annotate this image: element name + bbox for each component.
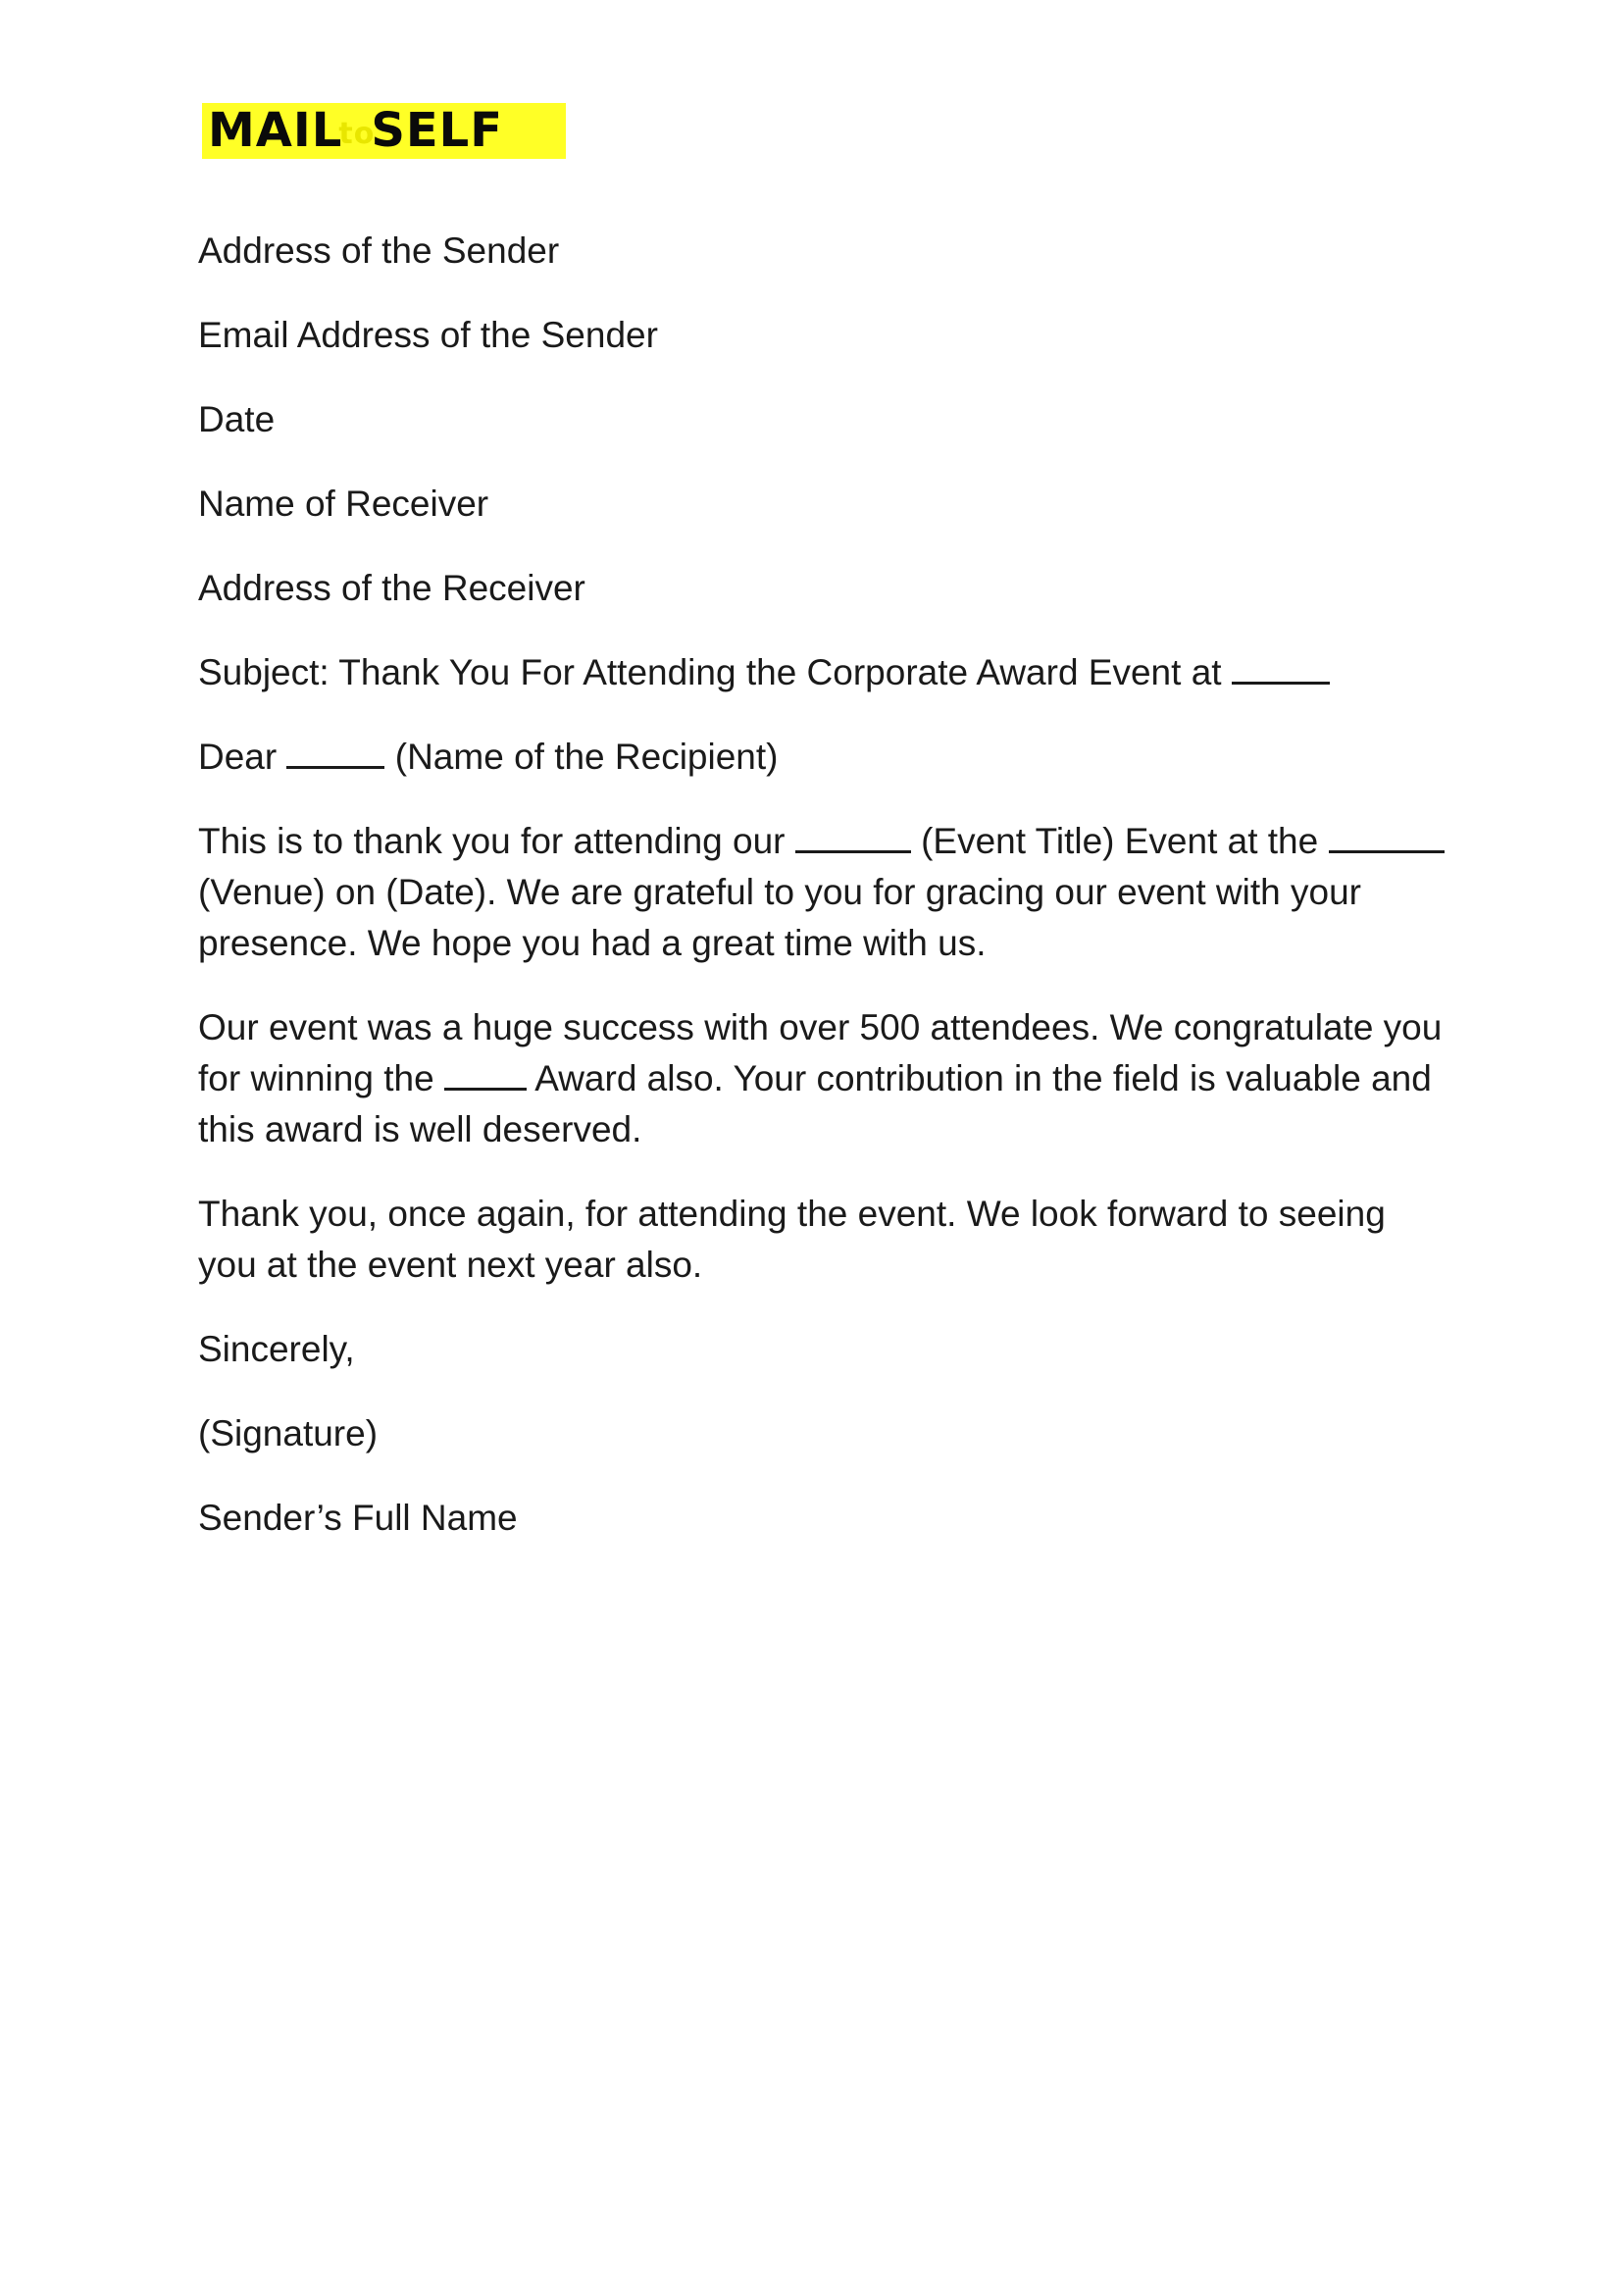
paragraph-thanks <box>198 816 1453 969</box>
mailtoself-logo <box>202 103 566 159</box>
sender-email: Email Address of the Sender <box>198 315 658 355</box>
signature: (Signature) <box>198 1413 379 1453</box>
closing: Sincerely, <box>198 1329 355 1369</box>
para1-part-b: (Event Title) Event at the <box>921 821 1319 861</box>
salutation-prefix: Dear <box>198 737 278 777</box>
subject-line <box>198 647 1453 698</box>
subject-blank <box>1232 651 1330 685</box>
logo-text-to: to <box>338 116 376 151</box>
salutation-suffix: (Name of the Recipient) <box>394 737 779 777</box>
sender-full-name: Sender’s Full Name <box>198 1498 518 1538</box>
salutation <box>198 732 1453 783</box>
salutation-blank <box>286 736 384 769</box>
logo-text-mail: MAIL <box>208 103 343 158</box>
para1-part-c: (Venue) on (Date). We are grateful to you for gracing our event with your presence. We hope you had a great time with us. <box>198 872 1361 963</box>
para2-part-a: Our event was a huge success with over 500 attendees. We congratulate you for winning the <box>198 1007 1443 1098</box>
para2-part-b: Award also. Your contribution in the field is valuable and this award is well deserved. <box>198 1058 1432 1149</box>
venue-blank <box>1329 820 1445 853</box>
award-blank <box>444 1057 527 1091</box>
para1-part-a: This is to thank you for attending our <box>198 821 786 861</box>
receiver-name: Name of Receiver <box>198 484 489 524</box>
event-title-blank <box>795 820 911 853</box>
paragraph-success <box>198 1002 1453 1155</box>
letter-body <box>198 226 1453 1577</box>
sender-address: Address of the Sender <box>198 230 560 271</box>
receiver-address: Address of the Receiver <box>198 568 585 608</box>
logo-text-self: SELF <box>371 103 504 158</box>
paragraph-closing: Thank you, once again, for attending the event. We look forward to seeing you at the event next year also. <box>198 1194 1386 1285</box>
subject-text: Subject: Thank You For Attending the Corporate Award Event at <box>198 652 1222 692</box>
letter-date: Date <box>198 399 276 439</box>
